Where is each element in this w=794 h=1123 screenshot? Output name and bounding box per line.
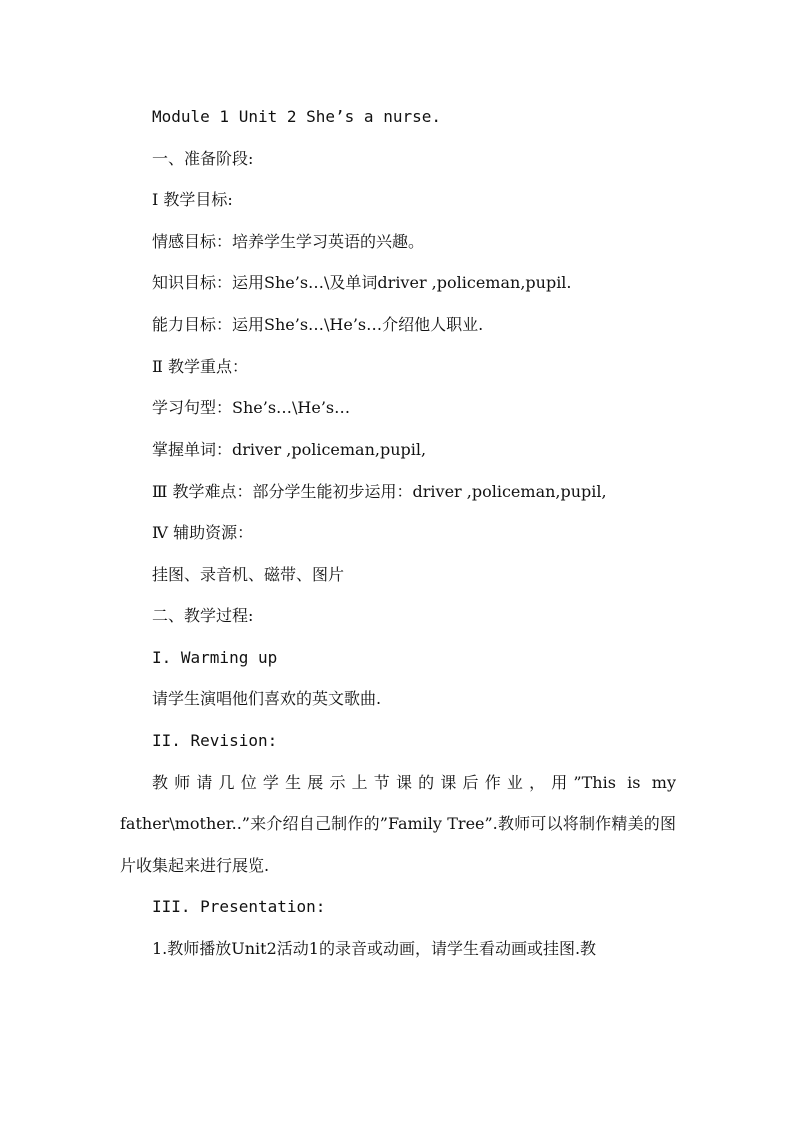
goal-emotion: 情感目标：培养学生学习英语的兴趣。 [152, 231, 425, 251]
key-words: 掌握单词：driver ,policeman,pupil, [152, 439, 427, 459]
presentation-text: 1.教师播放Unit2活动1的录音或动画，请学生看动画或挂图.教 [152, 938, 597, 958]
revision-text: 教师请几位学生展示上节课的课后作业，用”This is my father\mother..”来介绍自己制作的”Family Tree”.教师可以将制作精美的图片收集起来进行展览. [120, 772, 676, 875]
key-points-heading: Ⅱ 教学重点： [152, 356, 248, 376]
warmup-heading: I. Warming up [152, 647, 278, 667]
warmup-text: 请学生演唱他们喜欢的英文歌曲. [152, 689, 382, 709]
goal-ability: 能力目标：运用She’s…\He’s…介绍他人职业. [152, 314, 484, 334]
goal-knowledge: 知识目标：运用She’s…\及单词driver ,policeman,pupil. [152, 273, 572, 293]
document-title: Module 1 Unit 2 She’s a nurse. [152, 107, 441, 126]
teaching-goals-heading: Ⅰ 教学目标: [152, 190, 233, 210]
presentation-heading: III. Presentation: [152, 897, 326, 917]
section-heading-process: 二、教学过程: [152, 606, 254, 626]
teaching-difficulty: Ⅲ 教学难点：部分学生能初步运用：driver ,policeman,pupil, [152, 481, 607, 501]
resources-list: 挂图、录音机、磁带、图片 [152, 564, 345, 584]
document-body [120, 104, 676, 977]
section-heading-preparation: 一、准备阶段: [152, 148, 254, 168]
resources-heading: Ⅳ 辅助资源： [152, 522, 254, 542]
revision-heading: II. Revision: [152, 730, 278, 750]
key-sentences: 学习句型：She’s…\He’s… [152, 398, 351, 418]
